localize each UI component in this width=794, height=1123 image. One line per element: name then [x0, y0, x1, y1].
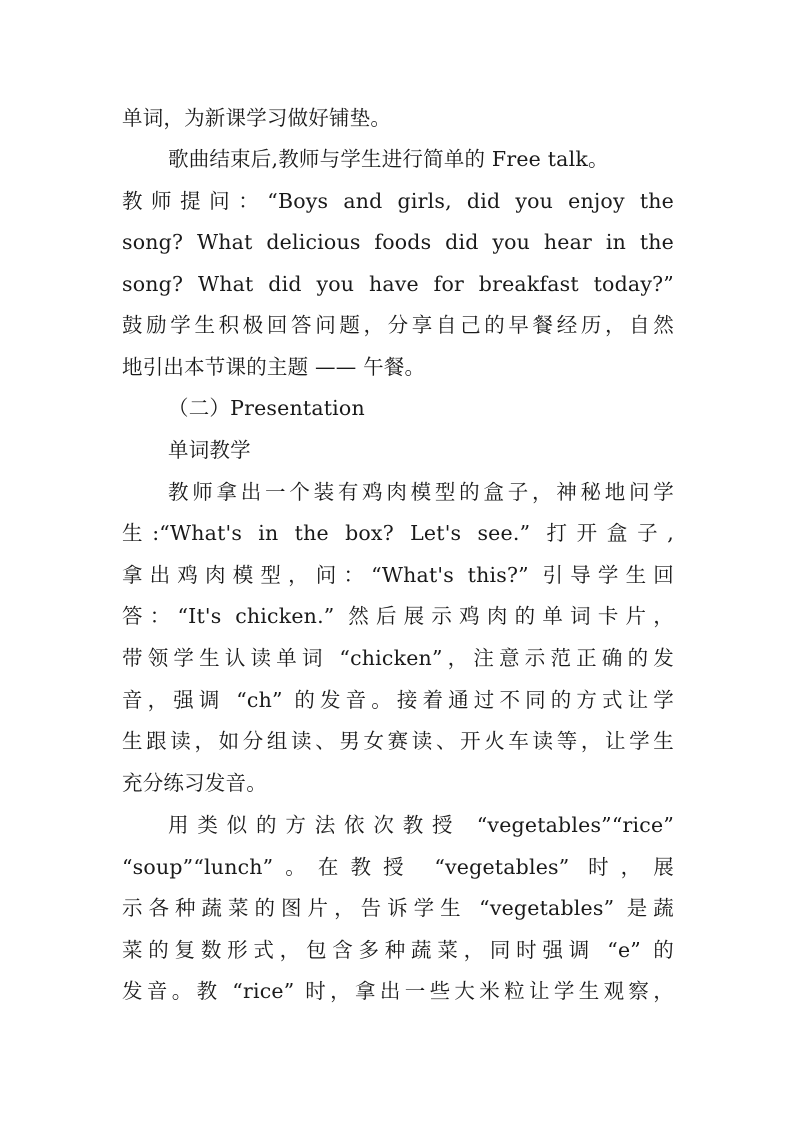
text-line: 地引出本节课的主题 —— 午餐。: [122, 355, 426, 379]
text-line: 音，强调 “ch” 的发音。接着通过不同的方式让学: [122, 688, 674, 712]
text-line: 示各种蔬菜的图片，告诉学生 “vegetables” 是蔬: [122, 896, 674, 920]
text-line: 鼓励学生积极回答问题，分享自己的早餐经历，自然: [122, 313, 674, 337]
text-line: 发音。教 “rice” 时，拿出一些大米粒让学生观察，: [122, 979, 674, 1003]
text-line: 单词，为新课学习做好铺垫。: [122, 106, 392, 130]
text-line: 答：“It's chicken.” 然后展示鸡肉的单词卡片，: [122, 604, 674, 628]
text-line: 带领学生认读单词 “chicken”，注意示范正确的发: [122, 646, 674, 670]
text-line: 拿出鸡肉模型，问：“What's this?” 引导学生回: [122, 563, 674, 587]
text-line: 教师提问：“Boys and girls, did you enjoy the: [122, 189, 674, 213]
text-line: 生:“What's in the box? Let's see.” 打开盒子,: [122, 521, 674, 545]
section-heading: （二）Presentation: [168, 396, 365, 420]
text-line: song? What did you have for breakfast today?”: [122, 272, 674, 296]
text-line: song? What delicious foods did you hear in the: [122, 230, 674, 254]
text-line: “soup”“lunch”。在教授 “vegetables” 时，展: [122, 855, 674, 879]
text-line: 菜的复数形式，包含多种蔬菜，同时强调 “e” 的: [122, 938, 674, 962]
text-line: 充分练习发音。: [122, 771, 267, 795]
subsection-heading: 单词教学: [168, 438, 251, 462]
text-line: 生跟读，如分组读、男女赛读、开火车读等，让学生: [122, 729, 674, 753]
text-line: 教师拿出一个装有鸡肉模型的盒子，神秘地问学: [168, 480, 674, 504]
text-line: 用类似的方法依次教授 “vegetables”“rice”: [168, 813, 674, 837]
text-line: 歌曲结束后,教师与学生进行简单的 Free talk。: [168, 147, 609, 171]
